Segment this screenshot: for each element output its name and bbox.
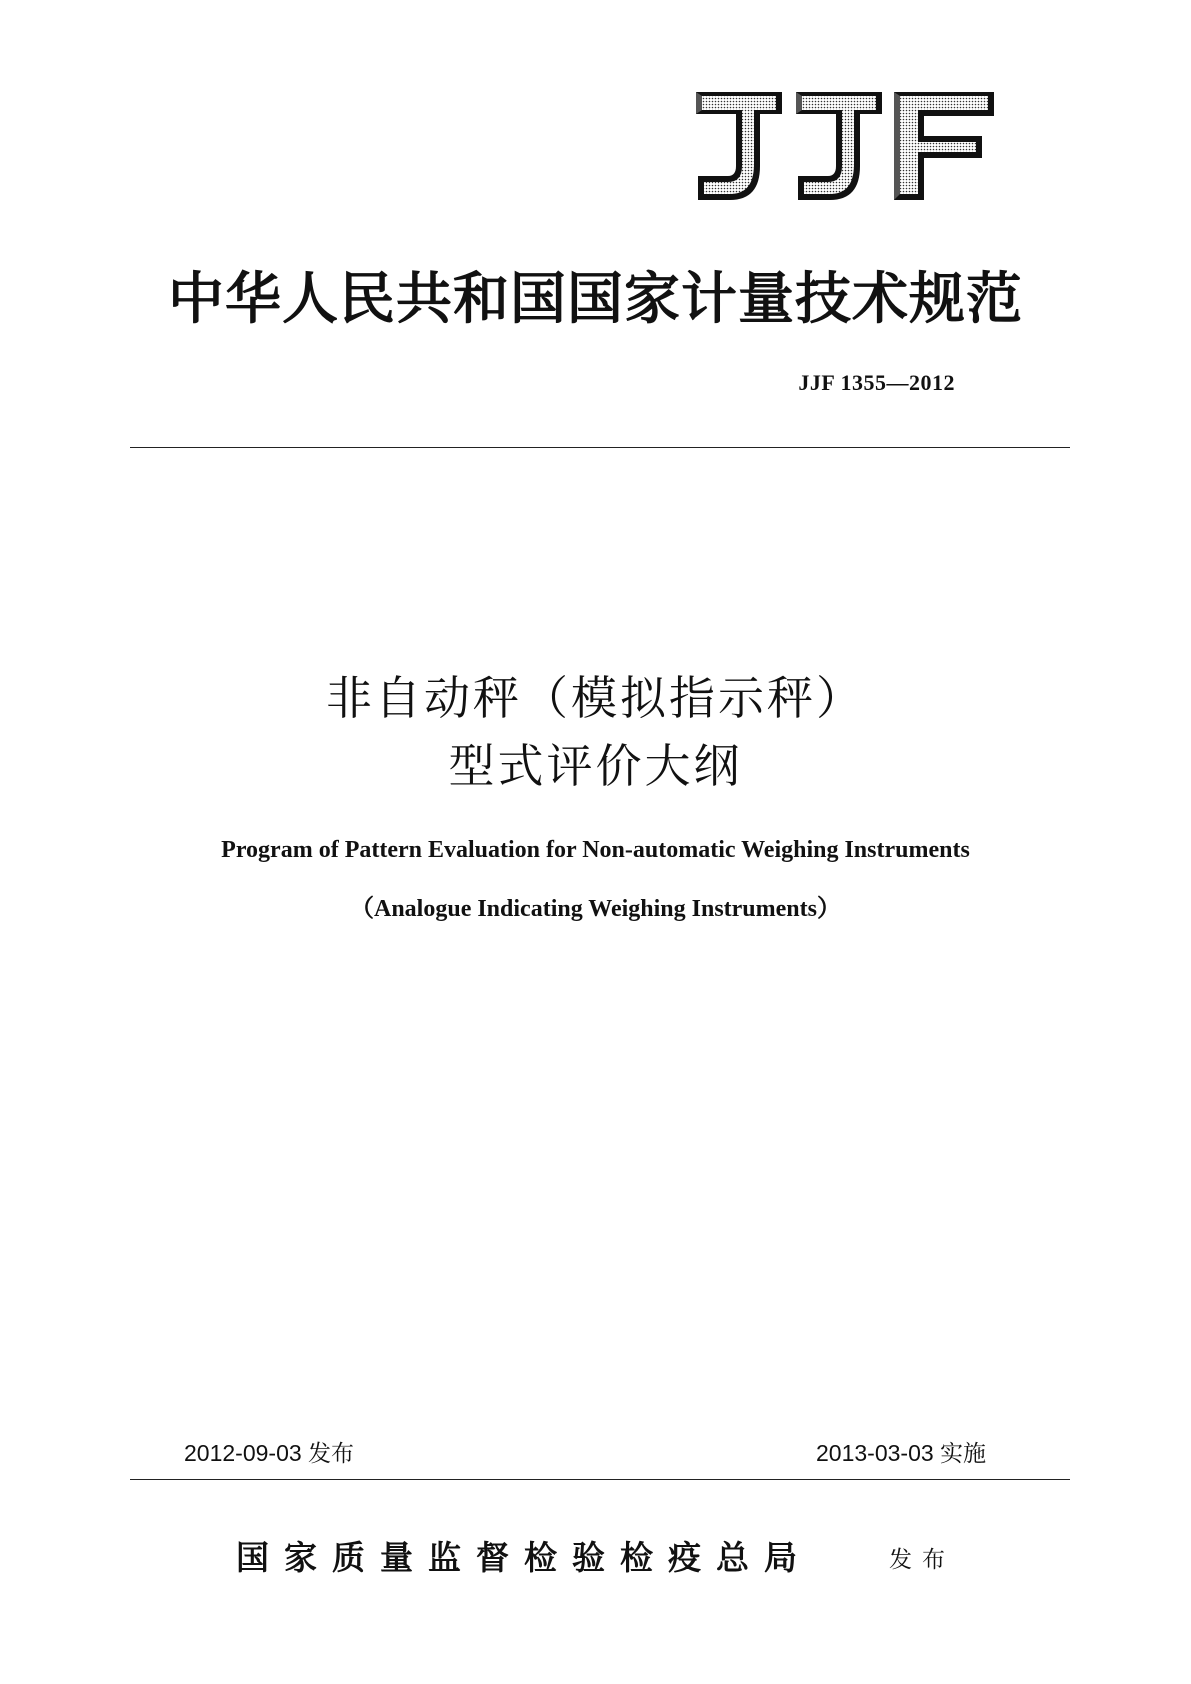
- english-title-line-2: （Analogue Indicating Weighing Instruments）: [350, 896, 841, 922]
- publisher-suffix: 发布: [889, 1547, 955, 1573]
- standard-category-title: 中华人民共和国国家计量技术规范: [168, 266, 1023, 332]
- top-divider: [130, 447, 1070, 448]
- chinese-title-line-2: 型式评价大纲: [448, 739, 743, 793]
- bottom-divider: [130, 1479, 1070, 1480]
- issue-date: 2012-09-03 发布: [184, 1440, 355, 1466]
- implementation-date: 2013-03-03 实施: [816, 1440, 987, 1466]
- english-title-line-1: Program of Pattern Evaluation for Non-automatic Weighing Instruments: [221, 837, 970, 863]
- publisher-name: 国家质量监督检验检疫总局: [236, 1538, 812, 1577]
- standard-code: JJF 1355—2012: [798, 370, 955, 395]
- jjf-logo-icon: [690, 88, 1000, 208]
- chinese-title-line-1: 非自动秤（模拟指示秤）: [326, 671, 865, 725]
